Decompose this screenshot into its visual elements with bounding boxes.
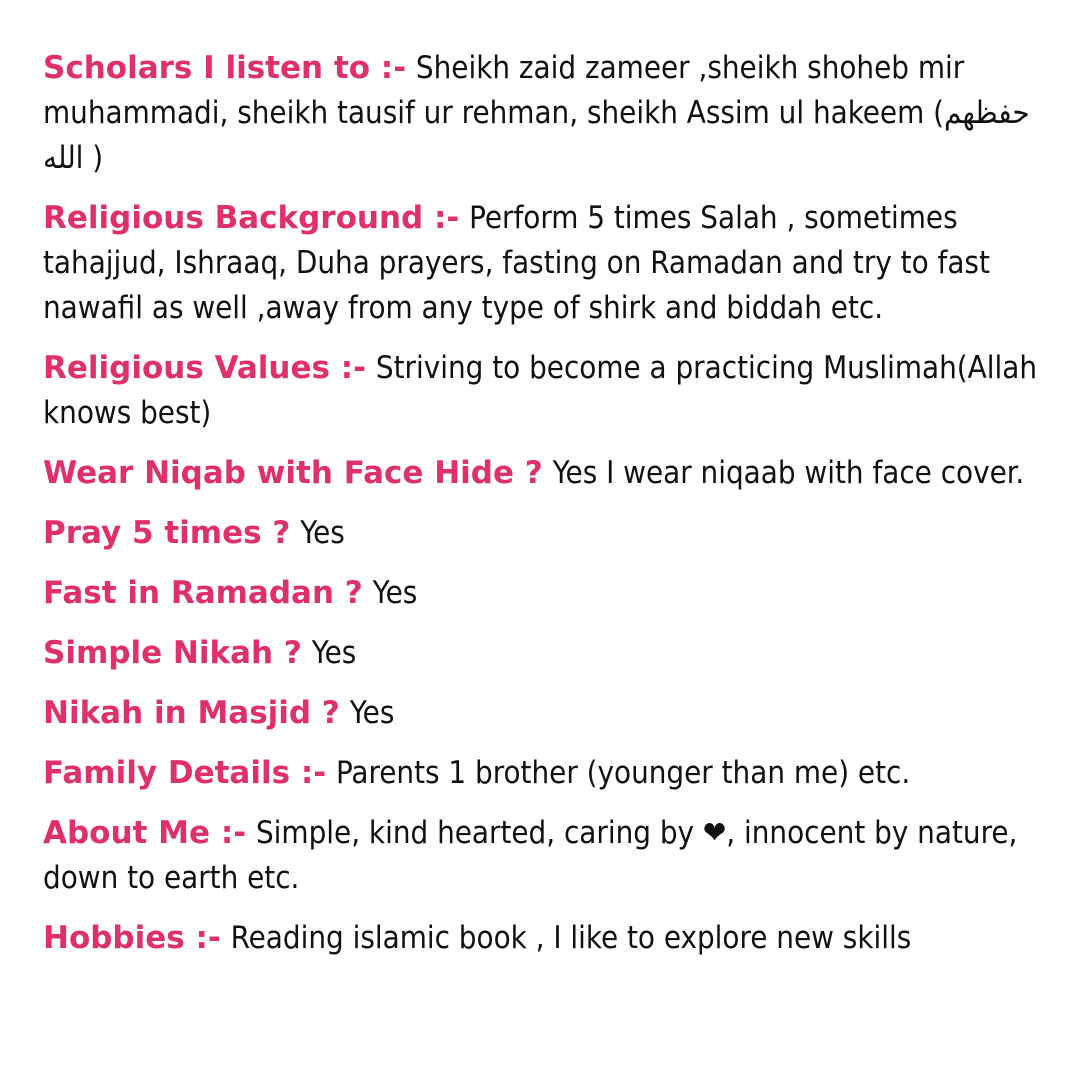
simple-nikah-entry [43,631,1043,676]
religious-values-entry [43,346,1043,436]
family-entry [43,751,1043,796]
religious-background-label: Religious Background :- [43,200,460,236]
religious-values-label: Religious Values :- [43,350,367,386]
about-me-entry [43,811,1043,901]
scholars-value: Sheikh zaid zameer ,sheikh shoheb mir muhammadi, sheikh tausif ur rehman, sheikh Assim ul hakeem (حفظهم الله ) [43,50,1030,176]
about-me-label: About Me :- [43,815,247,851]
scholars-entry [43,46,1043,181]
about-me-value: Simple, kind hearted, caring by ❤, innocent by nature, down to earth etc. [43,815,1018,896]
hobbies-value: Reading islamic book , I like to explore new skills [230,920,912,956]
nikah-masjid-label: Nikah in Masjid ? [43,695,340,731]
fast-entry [43,571,1043,616]
simple-nikah-value: Yes [311,635,357,671]
niqab-label: Wear Niqab with Face Hide ? [43,455,543,491]
religious-background-entry [43,196,1043,331]
religious-values-value: Striving to become a practicing Muslimah(Allah knows best) [43,350,1038,431]
nikah-masjid-value: Yes [349,695,395,731]
fast-label: Fast in Ramadan ? [43,575,363,611]
nikah-masjid-entry [43,691,1043,736]
niqab-value: Yes I wear niqaab with face cover. [552,455,1025,491]
niqab-entry [43,451,1043,496]
pray-label: Pray 5 times ? [43,515,291,551]
profile-details [43,46,1043,976]
hobbies-label: Hobbies :- [43,920,221,956]
scholars-label: Scholars I listen to :- [43,50,407,86]
simple-nikah-label: Simple Nikah ? [43,635,302,671]
pray-value: Yes [300,515,345,551]
religious-background-value: Perform 5 times Salah , sometimes tahajjud, Ishraaq, Duha prayers, fasting on Ramadan and try to fast nawafil as well ,away from any type of shirk and biddah etc. [43,200,990,326]
fast-value: Yes [372,575,418,611]
family-value: Parents 1 brother (younger than me) etc. [335,755,911,791]
hobbies-entry [43,916,1043,961]
family-label: Family Details :- [43,755,327,791]
pray-entry [43,511,1043,556]
